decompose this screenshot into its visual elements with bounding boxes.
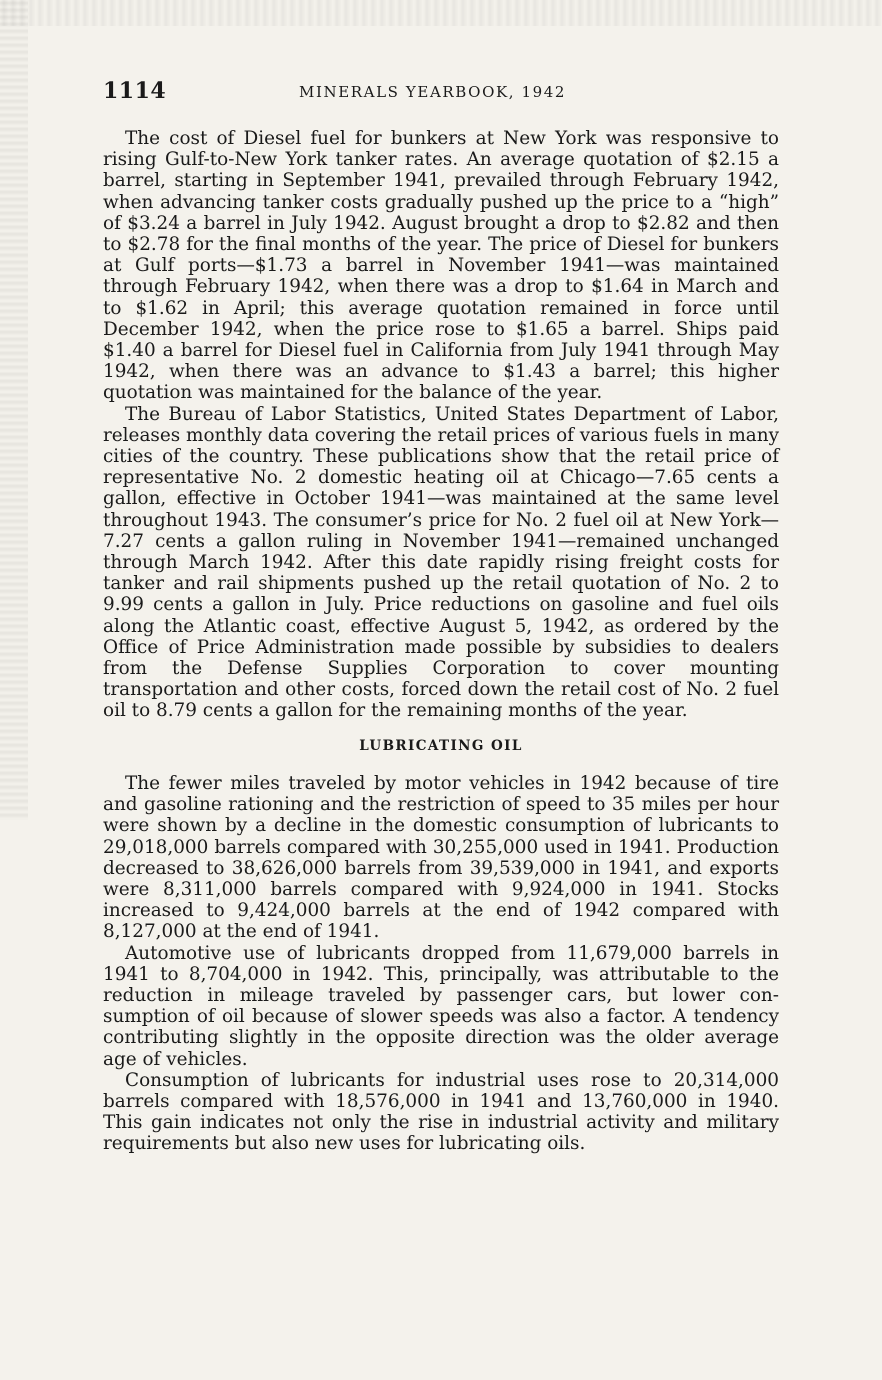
scan-top-edge xyxy=(0,0,882,26)
paragraph-retail-fuel-prices: The Bureau of Labor Statistics, United States Department of Labor, releases monthly data covering the retail prices of various fuels in many cities of the country. These publications show that the retail price of representative No. 2 domestic heating oil at Chicago—7.65 cents a gallon, effective in October 1941—was maintained at the same level throughout 1943. The consumer’s price for No. 2 fuel oil at New York—7.27 cents a gallon ruling in November 1941—remained unchanged through March 1942. After this date rapidly rising freight costs for tanker and rail shipments pushed up the retail quotation of No. 2 to 9.99 cents a gallon in July. Price reductions on gasoline and fuel oils along the Atlantic coast, effective August 5, 1942, as ordered by the Office of Price Administration made possible by subsidies to dealers from the Defense Supplies Corporation to cover mounting transportation and other costs, forced down the retail cost of No. 2 fuel oil to 8.79 cents a gallon for the remaining months of the year. xyxy=(103,403,779,722)
page-header xyxy=(103,78,783,108)
page-body xyxy=(103,128,779,1155)
paragraph-industrial-use: Consumption of lubricants for industrial uses rose to 20,314,000 barrels compared with 18,576,000 in 1941 and 13,760,000 in 1940. This gain indicates not only the rise in industrial activity and military requirements but also new uses for lubricating oils. xyxy=(103,1069,779,1155)
page-number: 1114 xyxy=(103,78,167,104)
scan-left-edge xyxy=(0,0,28,820)
paragraph-lubricant-consumption: The fewer miles traveled by motor vehicles in 1942 because of tire and gasoline rationing and the restriction of speed to 35 miles per hour were shown by a decline in the domestic consumption of lubricants to 29,018,000 barrels compared with 30,255,000 used in 1941. Production decreased to 38,626,000 barrels from 39,539,000 in 1941, and exports were 8,311,000 barrels compared with 9,924,000 in 1941. Stocks increased to 9,424,000 barrels at the end of 1942 compared with 8,127,000 at the end of 1941. xyxy=(103,772,779,943)
paragraph-diesel-bunkers: The cost of Diesel fuel for bunkers at New York was responsive to rising Gulf-to-New York tanker rates. An average quotation of $2.15 a barrel, starting in September 1941, prevailed through February 1942, when advancing tanker costs gradually pushed up the price to a “high” of $3.24 a barrel in July 1942. August brought a drop to $2.82 and then to $2.78 for the final months of the year. The price of Diesel for bunkers at Gulf ports—$1.73 a barrel in November 1941—was maintained through February 1942, when there was a drop to $1.64 in March and to $1.62 in April; this average quotation remained in force until December 1942, when the price rose to $1.65 a barrel. Ships paid $1.40 a barrel for Diesel fuel in California from July 1941 through May 1942, when there was an advance to $1.43 a barrel; this higher quotation was maintained for the balance of the year. xyxy=(103,128,779,404)
section-heading: LUBRICATING OIL xyxy=(359,737,523,754)
running-title: MINERALS YEARBOOK, 1942 xyxy=(299,83,567,101)
paragraph-automotive-use: Automotive use of lubricants dropped from 11,679,000 barrels in 1941 to 8,704,000 in 1942. This, principally, was attributable to the reduction in mileage traveled by passenger cars, but lower consumption of oil because of slower speeds was also a factor. A tendency contributing slightly in the opposite direction was the older average age of vehicles. xyxy=(103,942,779,1070)
